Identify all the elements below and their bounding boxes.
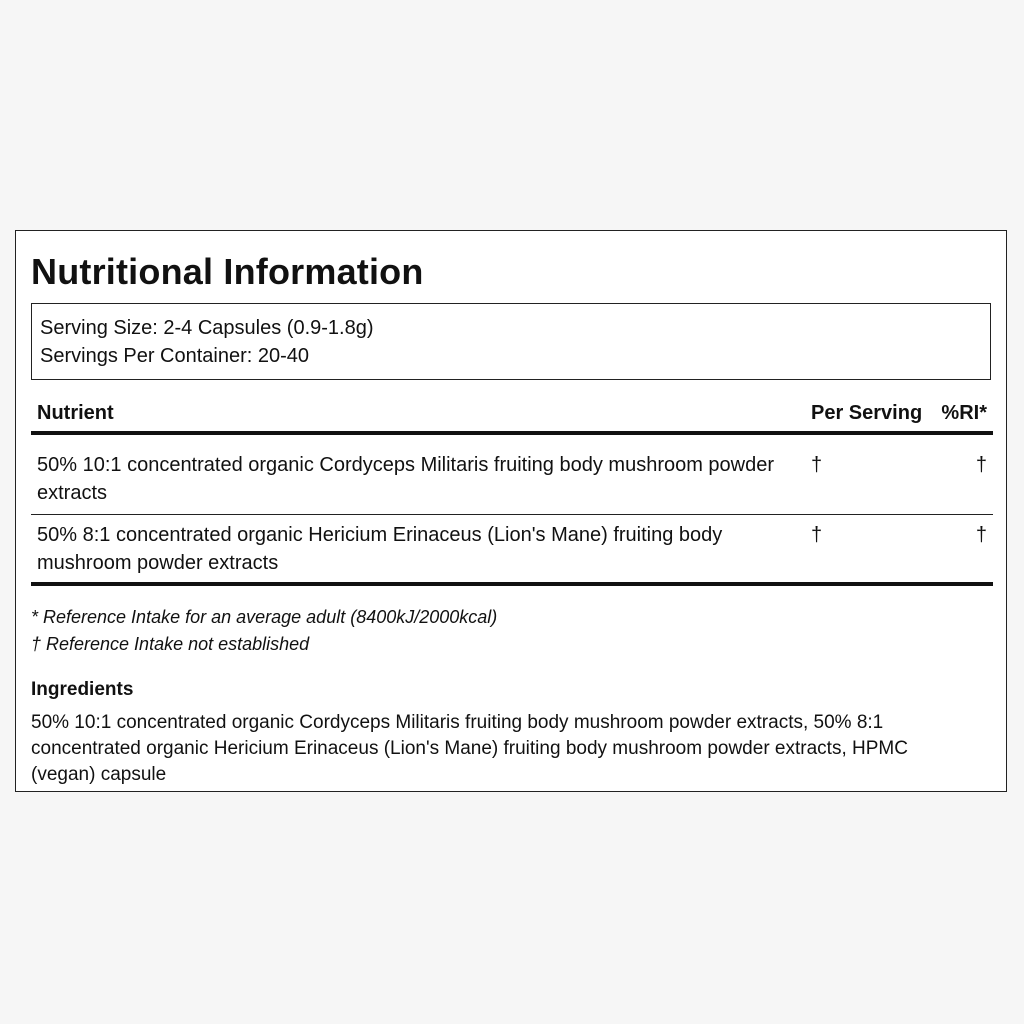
nutrient-name: 50% 10:1 concentrated organic Cordyceps Militaris fruiting body mushroom powder extracts [31, 433, 805, 515]
nutrient-name: 50% 8:1 concentrated organic Hericium Erinaceus (Lion's Mane) fruiting body mushroom powder extracts [31, 515, 805, 585]
nutrient-table [31, 397, 993, 586]
per-serving-value: † [805, 433, 931, 515]
nutrition-label-panel [15, 230, 1007, 792]
ri-value: † [931, 433, 993, 515]
ri-value: † [931, 515, 993, 585]
footnote-not-established: † Reference Intake not established [31, 634, 310, 654]
table-row [31, 433, 993, 515]
table-header-row [31, 397, 993, 433]
ingredients-title: Ingredients [31, 679, 134, 700]
footnotes [31, 604, 991, 658]
header-per-serving: Per Serving [805, 397, 931, 433]
servings-per-container: Servings Per Container: 20-40 [40, 345, 310, 367]
per-serving-value: † [805, 515, 931, 585]
table-row [31, 515, 993, 585]
header-ri: %RI* [931, 397, 993, 433]
ingredients-text: 50% 10:1 concentrated organic Cordyceps Militaris fruiting body mushroom powder extracts, 50% 8:1 concentrated organic Hericium Erinaceus (Lion's Mane) fruiting body mushroom powder extracts, HPMC (vegan) capsule [31, 712, 908, 785]
serving-size: Serving Size: 2-4 Capsules (0.9-1.8g) [40, 317, 374, 339]
serving-info-box [31, 303, 991, 380]
header-nutrient: Nutrient [31, 397, 805, 433]
footnote-reference-intake: * Reference Intake for an average adult (8400kJ/2000kcal) [31, 607, 498, 627]
label-title: Nutritional Information [31, 251, 424, 292]
